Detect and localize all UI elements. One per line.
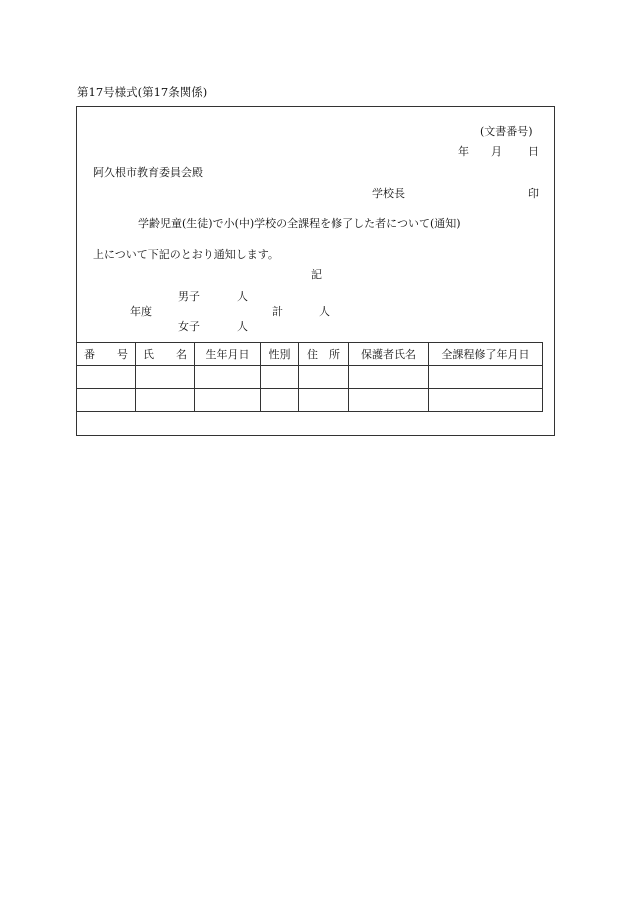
doc-number: (文書番号) [480,125,533,138]
header-address: 住 所 [299,343,349,366]
addressee: 阿久根市教育委員会殿 [93,166,203,179]
date-year: 年 [458,145,469,158]
table-cell[interactable] [429,389,543,412]
table-cell[interactable] [429,366,543,389]
principal-label: 学校長 [372,187,405,200]
intro-text: 上について下記のとおり通知します。 [93,248,279,261]
date-day: 日 [528,145,539,158]
table-header-row [77,343,543,366]
girls-unit: 人 [237,320,248,333]
table-row [77,389,543,412]
table-cell[interactable] [195,389,261,412]
school-year-label: 年度 [130,305,152,318]
table-cell[interactable] [136,389,195,412]
table-row [77,366,543,389]
table-cell[interactable] [299,366,349,389]
header-name: 氏 名 [136,343,195,366]
table-cell[interactable] [261,389,299,412]
table-cell[interactable] [195,366,261,389]
header-gender: 性別 [261,343,299,366]
subject-line: 学齢児童(生徒)で小(中)学校の全課程を修了した者について(通知) [138,217,461,230]
boys-unit: 人 [237,290,248,303]
form-title: 第17号様式(第17条関係) [77,85,208,99]
table-cell[interactable] [349,366,429,389]
header-completion-date: 全課程修了年月日 [429,343,543,366]
table-cell[interactable] [261,366,299,389]
table-cell[interactable] [136,366,195,389]
seal-mark: 印 [528,187,539,200]
girls-label: 女子 [178,320,200,333]
roster-table [76,342,543,412]
header-number: 番 号 [77,343,136,366]
header-birthdate: 生年月日 [195,343,261,366]
table-cell[interactable] [349,389,429,412]
table-cell[interactable] [77,389,136,412]
total-label: 計 [272,305,283,318]
header-guardian: 保護者氏名 [349,343,429,366]
total-unit: 人 [319,305,330,318]
table-cell[interactable] [77,366,136,389]
ki-heading: 記 [311,268,322,281]
boys-label: 男子 [178,290,200,303]
date-month: 月 [491,145,502,158]
table-cell[interactable] [299,389,349,412]
